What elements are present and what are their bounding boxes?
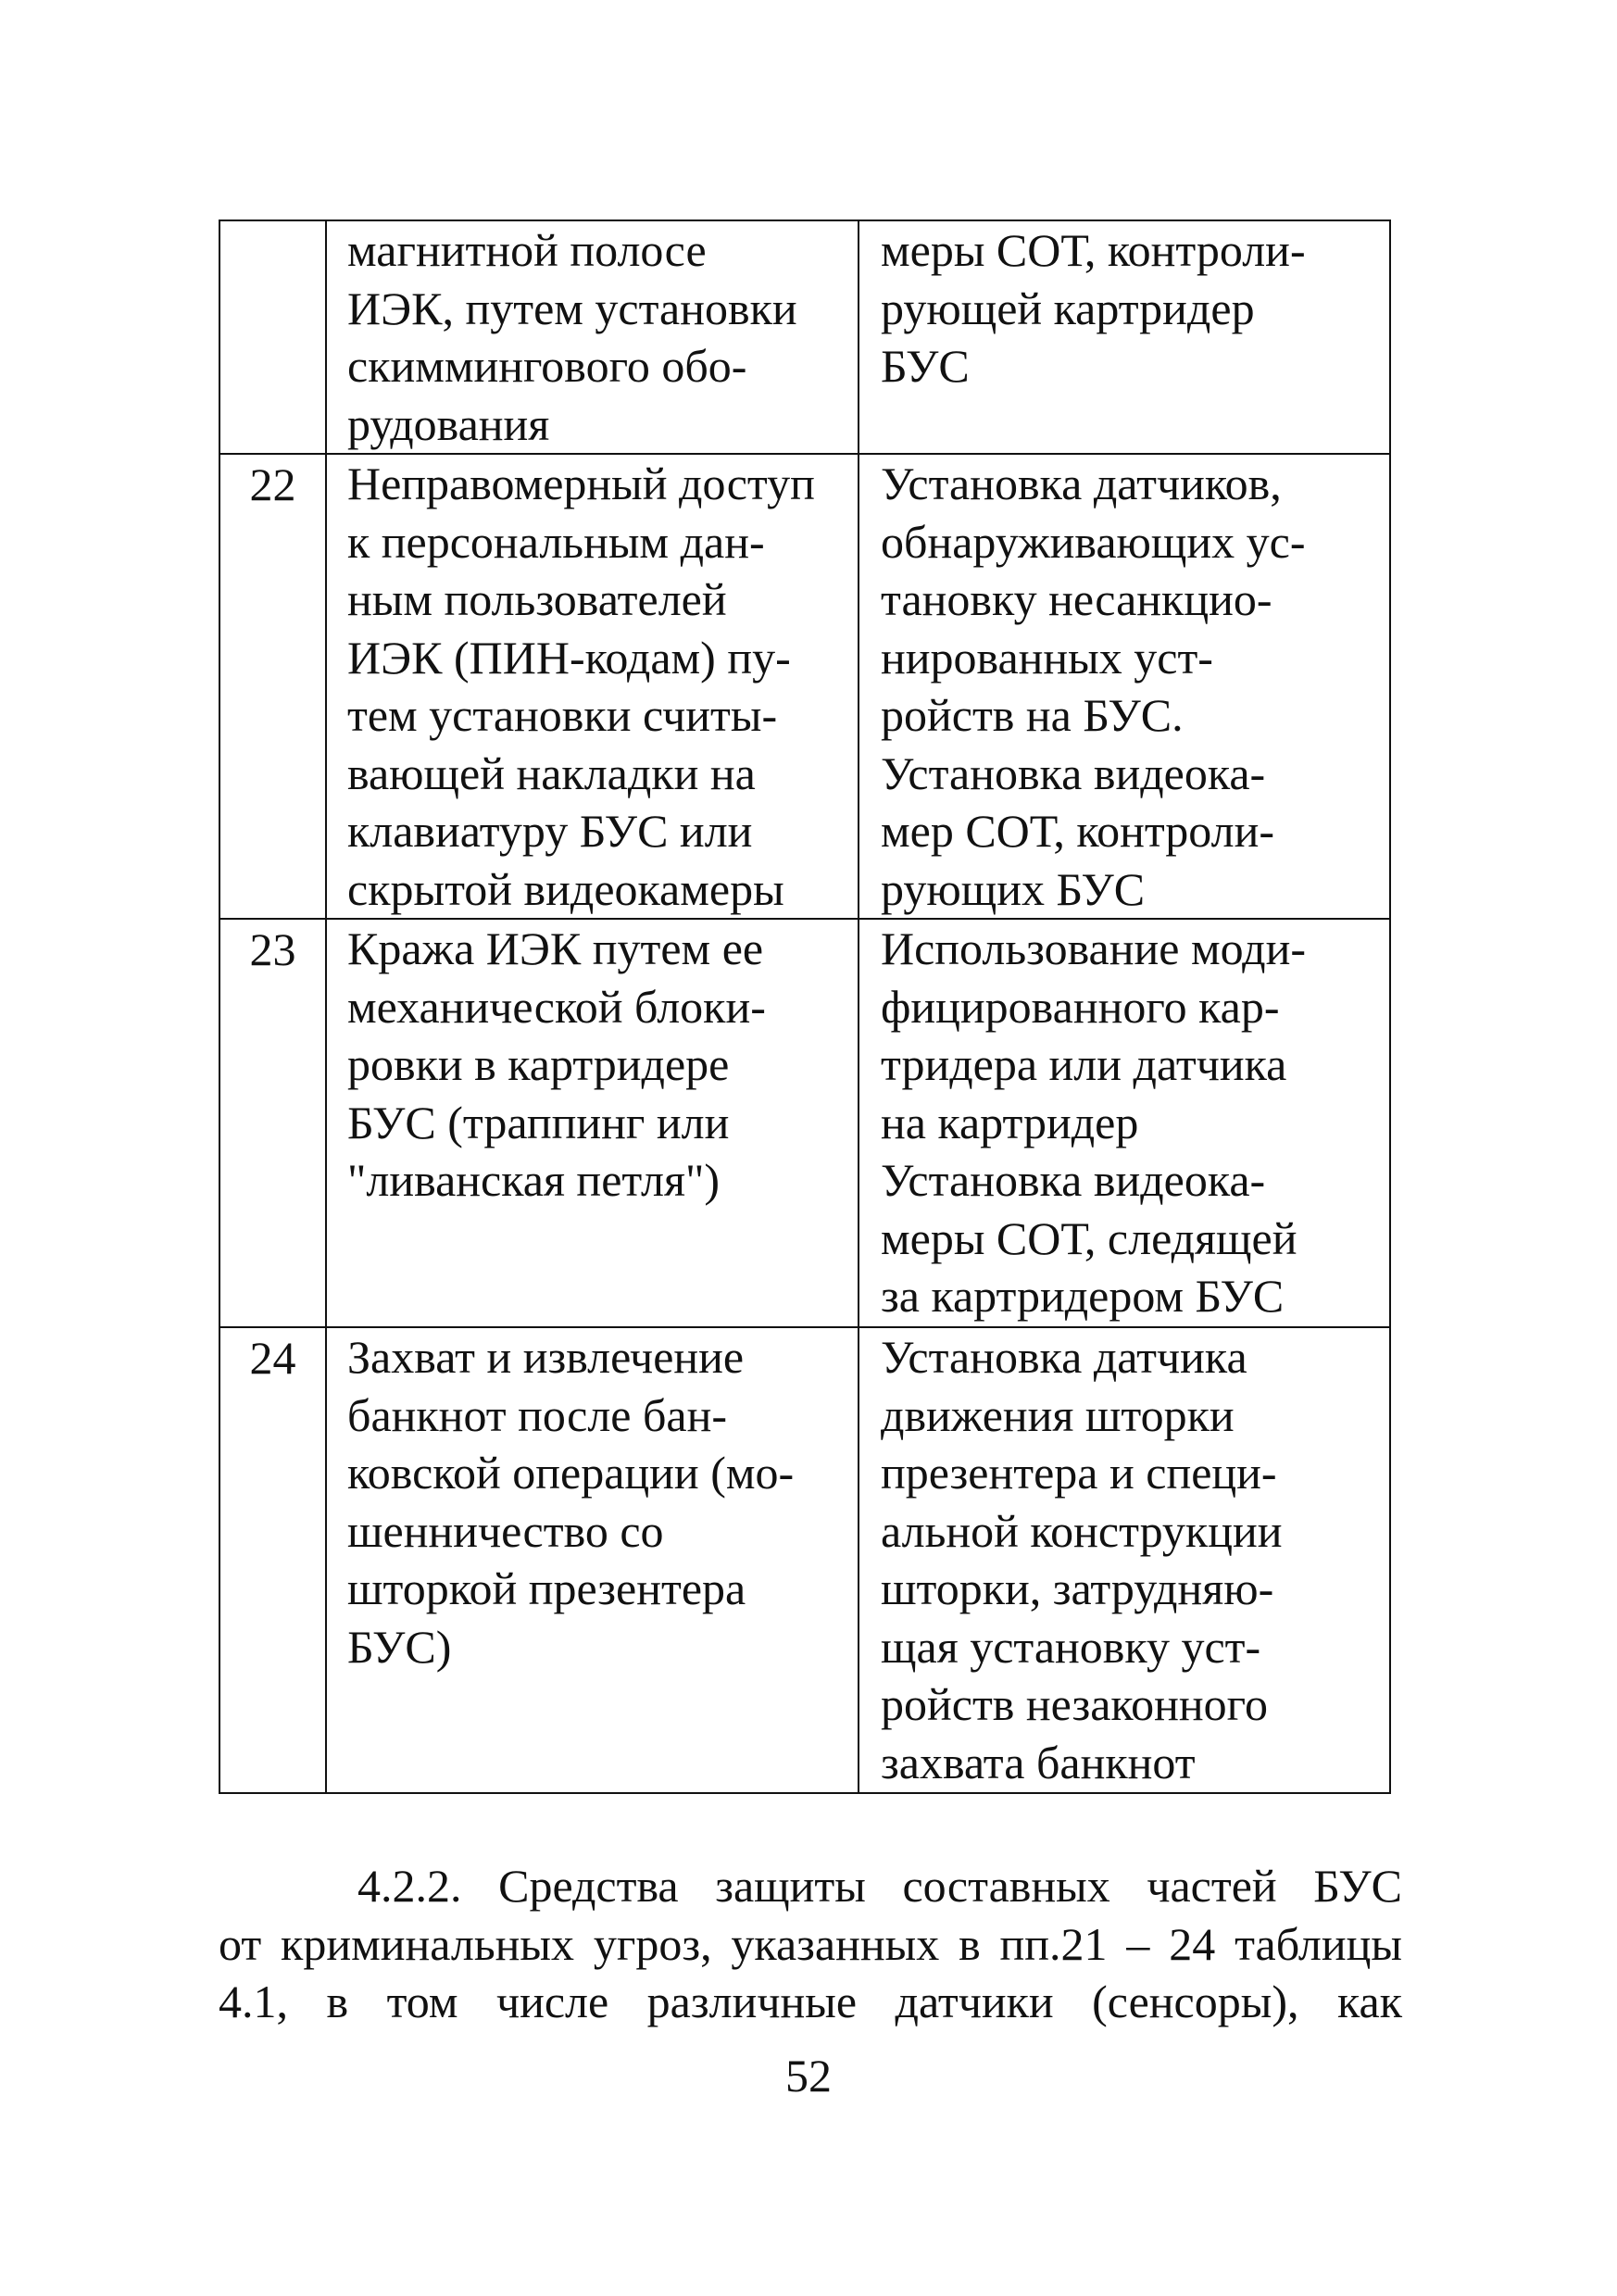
paragraph-line: 4.2.2. Средства защиты составных частей БУС xyxy=(357,1860,1402,1912)
threat-cell xyxy=(326,919,859,1327)
page-number: 52 xyxy=(785,2050,832,2102)
threat-text: Кража ИЭК путем ее механической блоки- ровки в картридере БУС (траппинг или "ливанская петля") xyxy=(347,922,766,1206)
measure-text: Использование моди- фицированного кар- тридера или датчика на картридер Установка видеока- меры СОТ, следящей за картридером БУС xyxy=(881,922,1307,1322)
threat-cell xyxy=(326,454,859,919)
table-row xyxy=(219,454,1390,919)
measure-text: Установка датчика движения шторки презентера и специ- альной конструкции шторки, затрудняю- щая установку уст- ройств незаконного захвата банкнот xyxy=(881,1331,1283,1788)
row-number-cell xyxy=(219,1327,326,1793)
row-number: 22 xyxy=(249,458,296,510)
measure-cell xyxy=(859,220,1390,454)
measure-text: Установка датчиков, обнаруживающих ус- тановку несанкцио- нированных уст- ройств на БУС. Установка видеока- мер СОТ, контроли- рующих БУС xyxy=(881,458,1306,915)
row-number-cell xyxy=(219,220,326,454)
threat-text: Неправомерный доступ к персональным дан- ным пользователей ИЭК (ПИН-кодам) пу- тем установки считы- вающей накладки на клавиатуру БУС или скрытой видеокамеры xyxy=(347,458,815,915)
paragraph-line: 4.1, в том числе различные датчики (сенсоры), как xyxy=(219,1976,1402,2027)
measure-text: меры СОТ, контроли- рующей картридер БУС xyxy=(881,224,1306,392)
body-paragraph xyxy=(219,1857,1402,2031)
row-number: 24 xyxy=(249,1332,296,1384)
row-number: 23 xyxy=(249,923,296,975)
paragraph-line: от криминальных угроз, указанных в пп.21 – 24 таблицы xyxy=(219,1917,1402,1970)
measure-cell xyxy=(859,919,1390,1327)
measure-cell xyxy=(859,1327,1390,1793)
table-row xyxy=(219,1327,1390,1793)
threat-cell xyxy=(326,220,859,454)
row-number-cell xyxy=(219,919,326,1327)
threats-table xyxy=(219,220,1391,1794)
threat-text: магнитной полосе ИЭК, путем установки скиммингового обо- рудования xyxy=(347,224,797,450)
table-row xyxy=(219,220,1390,454)
threat-text: Захват и извлечение банкнот после бан- ковской операции (мо- шенничество со шторкой презентера БУС) xyxy=(347,1331,795,1673)
row-number xyxy=(220,221,325,222)
table-row xyxy=(219,919,1390,1327)
threat-cell xyxy=(326,1327,859,1793)
measure-cell xyxy=(859,454,1390,919)
row-number-cell xyxy=(219,454,326,919)
